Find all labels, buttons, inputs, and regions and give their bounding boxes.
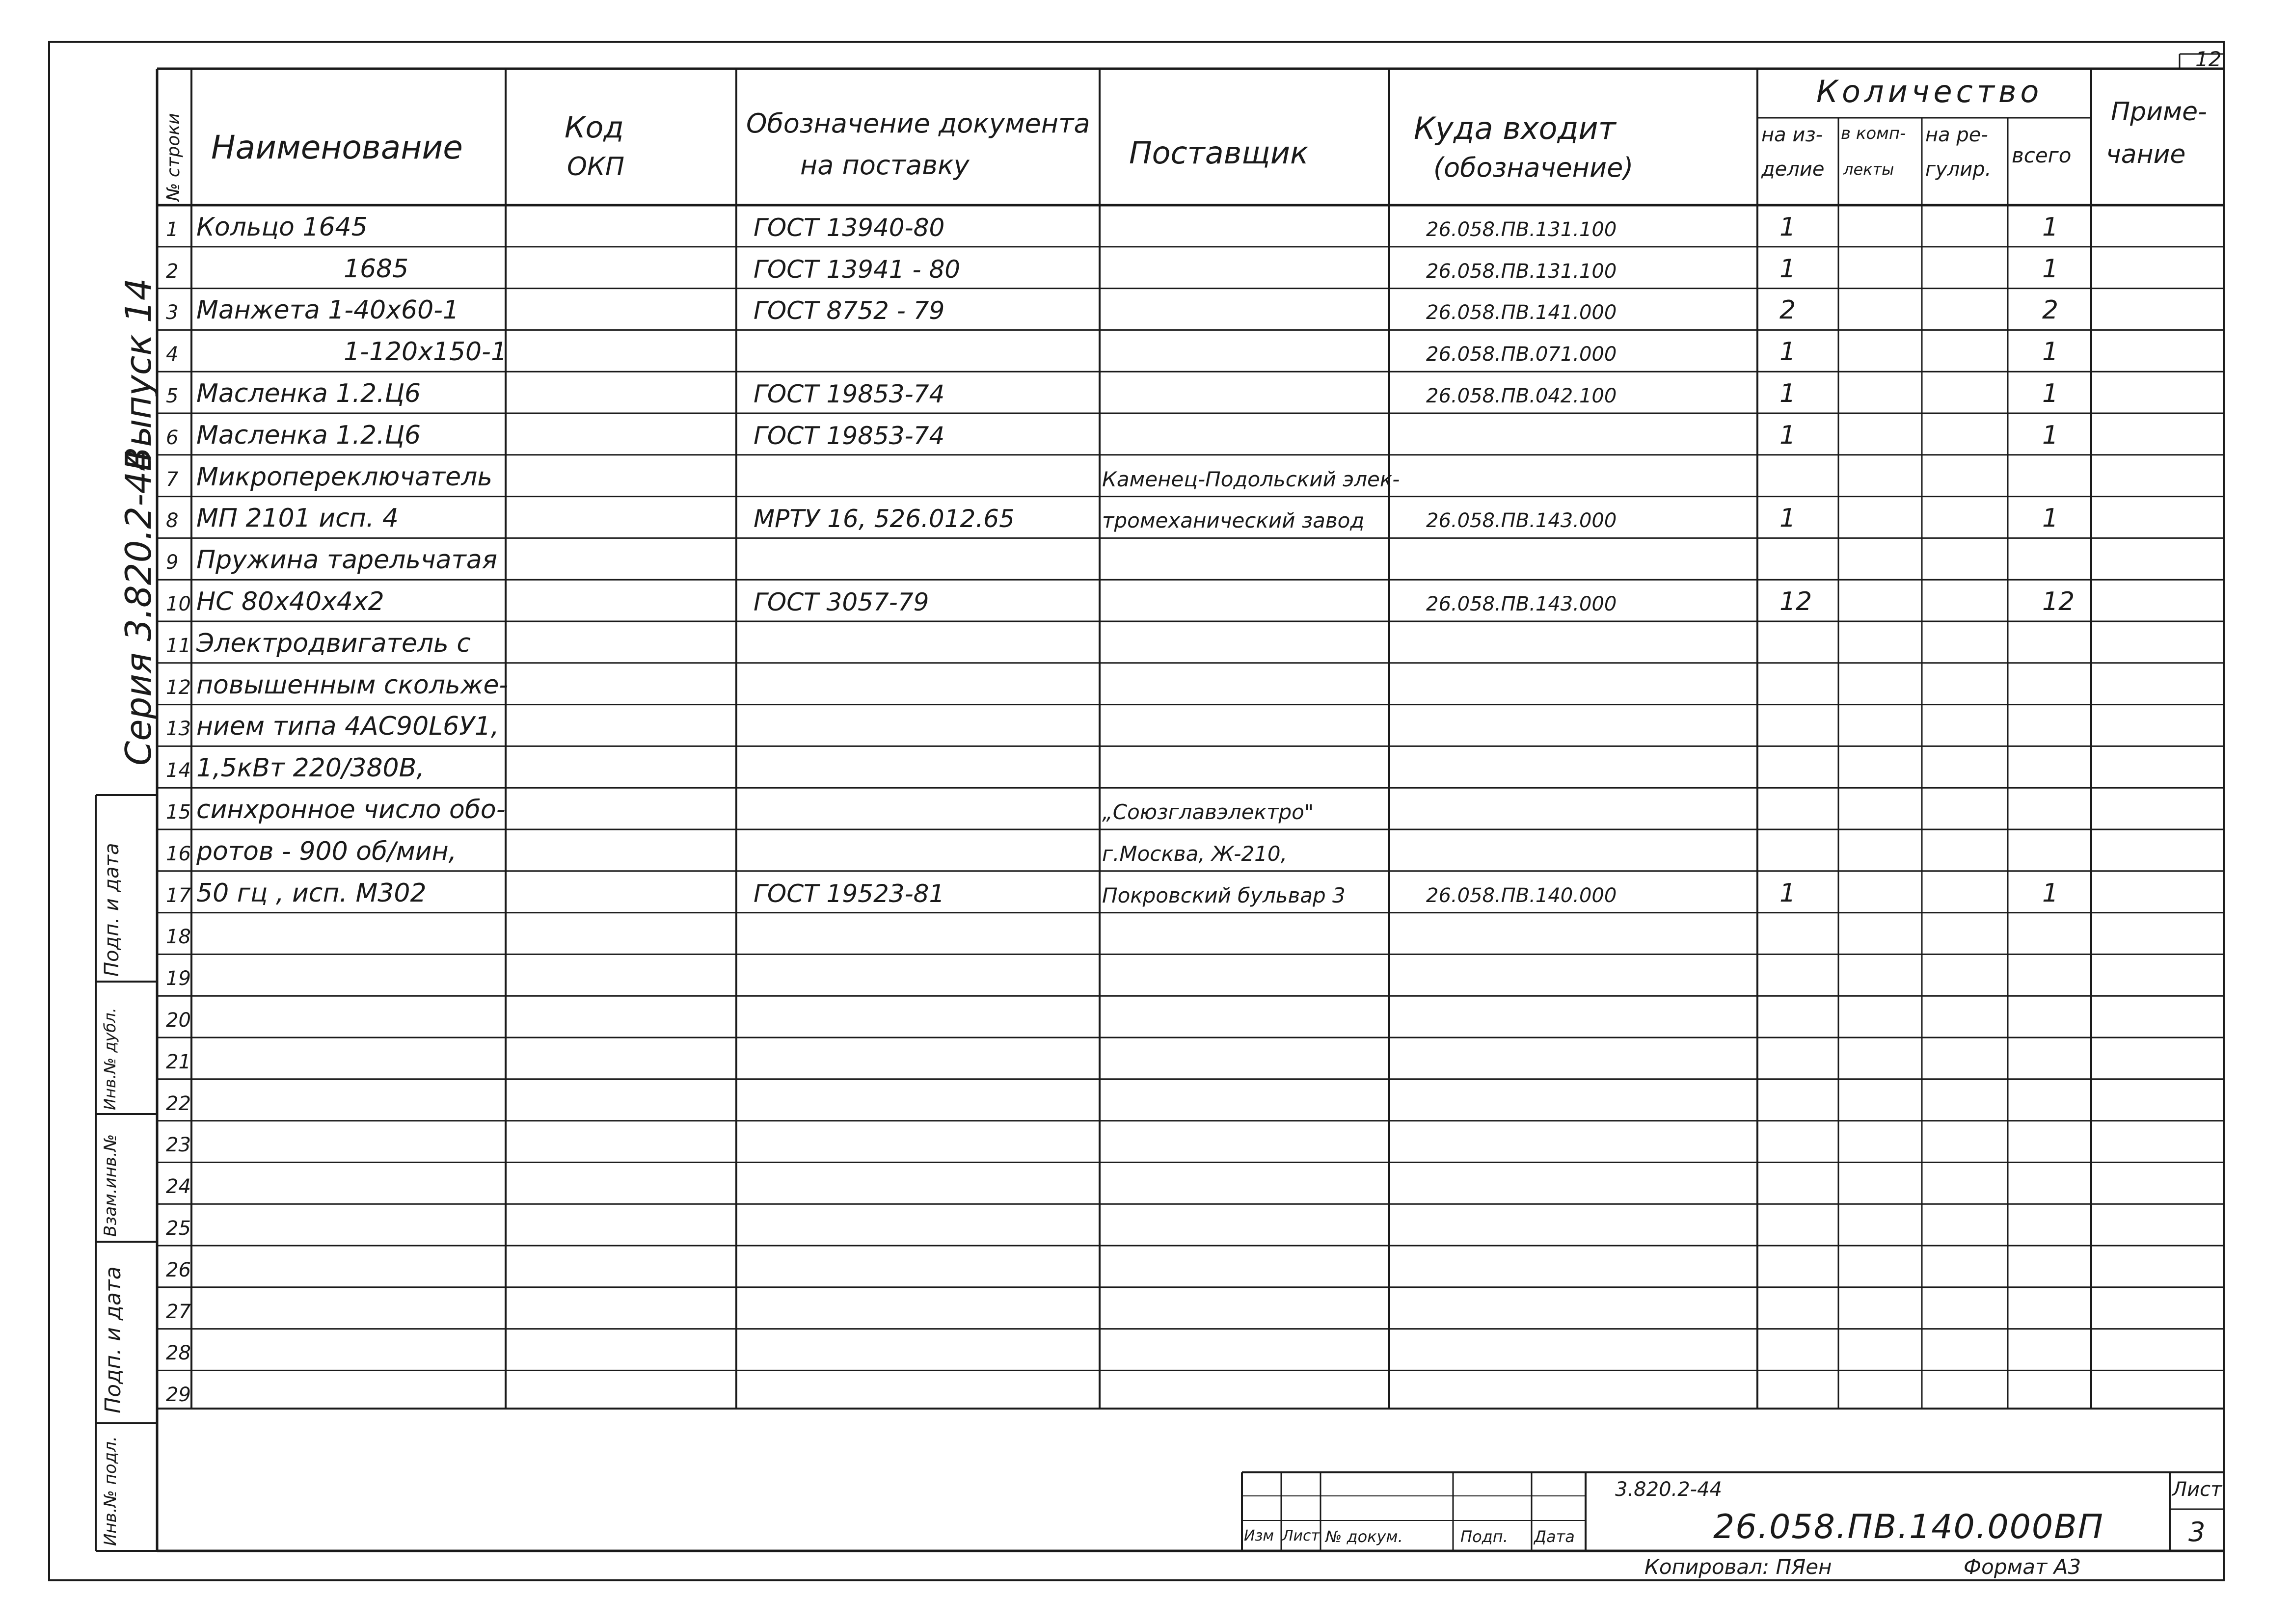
qty-per-item: 12	[1779, 587, 1812, 616]
item-name: Кольцо 1645	[196, 212, 368, 242]
header-doc-2: на поставку	[800, 150, 970, 181]
header-code-1: Код	[565, 110, 624, 145]
row-number: 11	[166, 634, 191, 657]
row-number: 13	[166, 718, 191, 741]
supplier: г.Москва, Ж-210,	[1102, 841, 1287, 866]
stamp-podp-data-1: Подп. и дата	[101, 1266, 126, 1413]
item-name: 50 гц , исп. М302	[196, 878, 427, 908]
header-note-1: Приме-	[2111, 97, 2207, 127]
item-name: Масленка 1.2.Ц6	[196, 420, 421, 450]
tb-col-izm: Изм	[1244, 1527, 1274, 1544]
supplier: тромеханический завод	[1102, 508, 1365, 533]
item-name: нием типа 4АС90L6У1,	[196, 712, 499, 742]
row-number: 21	[166, 1050, 191, 1073]
where-used: 26.058.ПВ.131.100	[1426, 218, 1617, 241]
where-used: 26.058.ПВ.042.100	[1426, 385, 1617, 407]
qty-total: 1	[2042, 212, 2059, 242]
item-name: Микропереключатель	[196, 462, 493, 492]
stamp-inv-podl: Инв.№ подл.	[101, 1436, 120, 1546]
row-number: 22	[166, 1092, 191, 1115]
item-name: Пружина тарельчатая	[196, 545, 497, 575]
qty-per-item: 1	[1779, 420, 1796, 450]
item-name: Электродвигатель с	[196, 628, 471, 658]
row-number: 20	[166, 1009, 191, 1032]
row-number: 29	[166, 1384, 191, 1407]
qty-per-item: 1	[1779, 254, 1796, 284]
stamp-podp-data-2: Подп. и дата	[101, 843, 123, 977]
item-name: повышенным скольже-	[196, 670, 509, 700]
supply-document: ГОСТ 19523-81	[754, 879, 945, 908]
qty-total: 12	[2042, 587, 2075, 616]
qty-total: 2	[2042, 295, 2059, 325]
supply-document: ГОСТ 8752 - 79	[754, 296, 945, 325]
row-number: 28	[166, 1342, 191, 1365]
row-number: 24	[166, 1175, 191, 1198]
header-where-1: Куда входит	[1414, 110, 1616, 146]
format-label: Формат А3	[1964, 1555, 2081, 1579]
stamp-vzam-inv: Взам.инв.№	[101, 1134, 120, 1237]
header-code-2: ОКП	[567, 152, 624, 182]
row-number: 7	[166, 468, 179, 491]
copied-by-label: Копировал: ПЯен	[1644, 1555, 1832, 1579]
copier-signature: ПЯен	[1776, 1555, 1832, 1579]
row-number: 10	[166, 593, 191, 615]
header-doc-1: Обозначение документа	[746, 108, 1090, 139]
header-row-number: № строки	[163, 113, 184, 201]
where-used: 26.058.ПВ.071.000	[1426, 343, 1617, 366]
title-doc-number: 26.058.ПВ.140.000ВП	[1713, 1508, 2104, 1546]
header-supplier: Поставщик	[1129, 135, 1309, 171]
corner-sheet-number: 12	[2195, 47, 2222, 71]
qty-per-item: 1	[1779, 212, 1796, 242]
stamp-inv-dubl: Инв.№ дубл.	[101, 1008, 119, 1110]
header-qty-item-1: на из-	[1761, 124, 1823, 146]
supplier: „Союзглавэлектро"	[1102, 800, 1314, 824]
row-number: 2	[166, 260, 179, 283]
item-name: 1-120х150-1	[344, 337, 507, 367]
supplier: Каменец-Подольский элек-	[1102, 467, 1400, 491]
title-series: 3.820.2-44	[1615, 1478, 1723, 1501]
supplier: Покровский бульвар 3	[1102, 883, 1346, 907]
tb-col-list: Лист	[1282, 1527, 1320, 1544]
row-number: 15	[166, 801, 191, 824]
where-used: 26.058.ПВ.143.000	[1426, 593, 1617, 615]
header-name: Наименование	[211, 129, 463, 166]
row-number: 17	[166, 884, 191, 907]
header-qty-kit-2: лекты	[1843, 160, 1894, 179]
row-number: 18	[166, 926, 191, 949]
header-qty-kit-1: в комп-	[1841, 124, 1906, 143]
row-number: 26	[166, 1258, 191, 1281]
qty-total: 1	[2042, 337, 2059, 367]
supply-document: ГОСТ 19853-74	[754, 380, 945, 408]
qty-total: 1	[2042, 254, 2059, 284]
row-number: 5	[166, 385, 179, 407]
row-number: 27	[166, 1300, 191, 1323]
series-label: Серия 3.820.2-44	[118, 449, 159, 766]
qty-per-item: 2	[1779, 295, 1796, 325]
header-qty-group: Количество	[1816, 74, 2043, 109]
tb-col-podp: Подп.	[1460, 1527, 1508, 1546]
qty-per-item: 1	[1779, 878, 1796, 908]
where-used: 26.058.ПВ.141.000	[1426, 301, 1617, 324]
where-used: 26.058.ПВ.140.000	[1426, 884, 1617, 907]
qty-total: 1	[2042, 379, 2059, 408]
title-sheet-label: Лист	[2172, 1478, 2222, 1501]
row-number: 25	[166, 1217, 191, 1240]
header-qty-reg-1: на ре-	[1925, 124, 1988, 146]
supply-document: ГОСТ 3057-79	[754, 588, 929, 616]
tb-col-data: Дата	[1534, 1527, 1575, 1546]
row-number: 3	[166, 301, 179, 324]
item-name: синхронное число обо-	[196, 795, 506, 825]
row-number: 9	[166, 551, 179, 574]
qty-per-item: 1	[1779, 504, 1796, 533]
header-qty-total: всего	[2012, 143, 2072, 167]
item-name: 1685	[344, 254, 409, 284]
where-used: 26.058.ПВ.143.000	[1426, 509, 1617, 532]
row-number: 14	[166, 759, 191, 782]
item-name: Манжета 1-40х60-1	[196, 295, 459, 325]
issue-label: Выпуск 14	[118, 278, 159, 471]
row-number: 19	[166, 967, 191, 990]
item-name: 1,5кВт 220/380В,	[196, 753, 425, 783]
item-name: ротов - 900 об/мин,	[196, 836, 457, 866]
supply-document: ГОСТ 13940-80	[754, 213, 945, 242]
row-number: 6	[166, 426, 179, 449]
row-number: 23	[166, 1134, 191, 1157]
supply-document: ГОСТ 19853-74	[754, 421, 945, 450]
row-number: 4	[166, 343, 179, 366]
qty-total: 1	[2042, 878, 2059, 908]
header-where-2: (обозначение)	[1433, 152, 1634, 183]
title-sheet-number: 3	[2188, 1517, 2206, 1547]
item-name: МП 2101 исп. 4	[196, 504, 399, 533]
qty-per-item: 1	[1779, 379, 1796, 408]
qty-per-item: 1	[1779, 337, 1796, 367]
header-qty-reg-2: гулир.	[1925, 158, 1992, 181]
supply-document: МРТУ 16, 526.012.65	[754, 505, 1015, 533]
where-used: 26.058.ПВ.131.100	[1426, 260, 1617, 283]
row-number: 12	[166, 676, 191, 699]
item-name: НС 80х40х4х2	[196, 587, 384, 616]
supply-document: ГОСТ 13941 - 80	[754, 255, 961, 284]
header-note-2: чание	[2106, 140, 2186, 169]
tb-col-dokum: № докум.	[1325, 1527, 1403, 1546]
item-name: Масленка 1.2.Ц6	[196, 379, 421, 408]
qty-total: 1	[2042, 504, 2059, 533]
row-number: 1	[166, 218, 179, 241]
row-number: 8	[166, 509, 179, 532]
row-number: 16	[166, 842, 191, 865]
qty-total: 1	[2042, 420, 2059, 450]
header-qty-item-2: делие	[1761, 158, 1825, 181]
